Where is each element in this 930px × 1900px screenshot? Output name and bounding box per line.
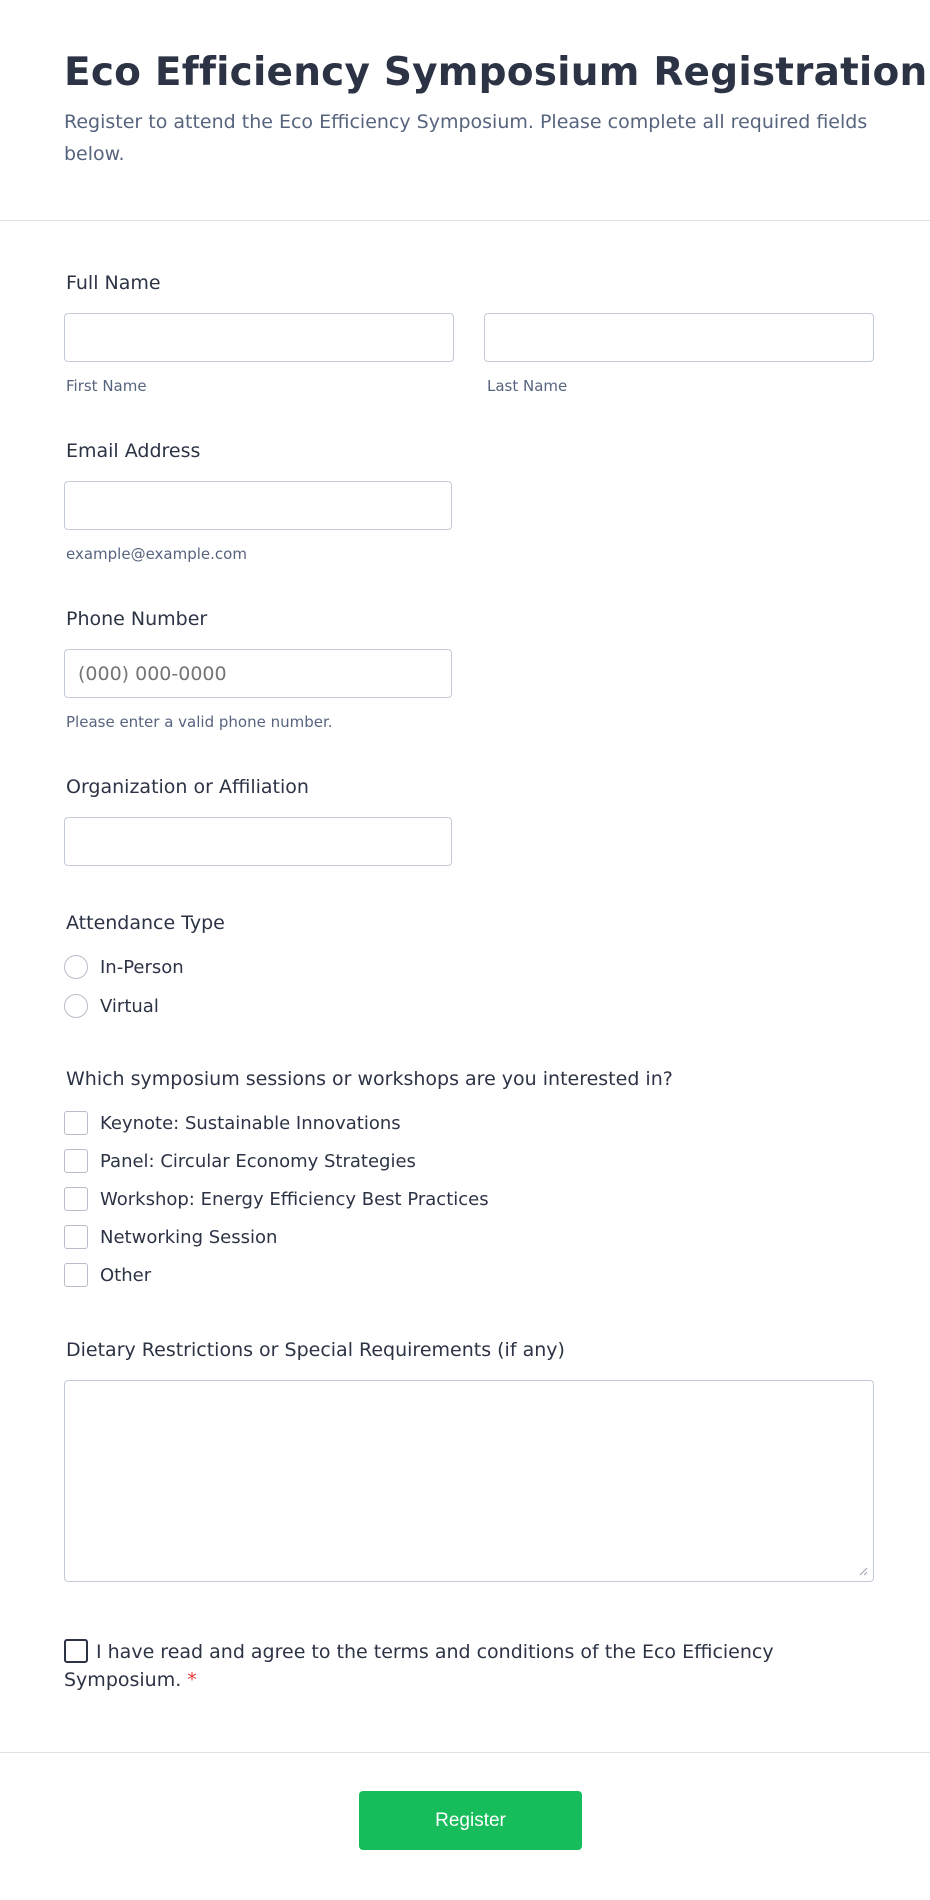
email-input[interactable]	[64, 481, 452, 530]
session-option-label: Other	[100, 1264, 152, 1286]
radio-in-person[interactable]	[64, 955, 88, 979]
attendance-option-label: In-Person	[100, 956, 184, 978]
dietary-label: Dietary Restrictions or Special Requirements (if any)	[66, 1339, 565, 1361]
terms-agreement	[64, 1638, 854, 1694]
terms-text: I have read and agree to the terms and conditions of the Eco Efficiency Symposium.	[64, 1641, 774, 1691]
full-name-label: Full Name	[66, 272, 161, 294]
session-option-label: Networking Session	[100, 1226, 278, 1248]
footer-divider	[0, 1752, 930, 1753]
phone-label: Phone Number	[66, 608, 208, 630]
attendance-label: Attendance Type	[66, 912, 225, 934]
resize-handle-icon[interactable]	[858, 1566, 868, 1576]
phone-input[interactable]	[64, 649, 452, 698]
checkbox-panel[interactable]	[64, 1149, 88, 1173]
checkbox-other[interactable]	[64, 1263, 88, 1287]
session-option-panel[interactable]	[64, 1148, 416, 1174]
organization-label: Organization or Affiliation	[66, 776, 309, 798]
organization-input[interactable]	[64, 817, 452, 866]
phone-sublabel: Please enter a valid phone number.	[66, 713, 333, 731]
first-name-input[interactable]	[64, 313, 454, 362]
attendance-option-in-person[interactable]	[64, 954, 184, 980]
last-name-sublabel: Last Name	[487, 377, 568, 395]
session-option-other[interactable]	[64, 1262, 151, 1288]
first-name-sublabel: First Name	[66, 377, 147, 395]
checkbox-networking[interactable]	[64, 1225, 88, 1249]
page-title: Eco Efficiency Symposium Registration	[64, 50, 928, 95]
session-option-keynote[interactable]	[64, 1110, 401, 1136]
checkbox-keynote[interactable]	[64, 1111, 88, 1135]
terms-checkbox[interactable]	[64, 1639, 88, 1663]
session-option-networking[interactable]	[64, 1224, 277, 1250]
page-subtitle: Register to attend the Eco Efficiency Symposium. Please complete all required fields below.	[64, 111, 868, 165]
attendance-option-virtual[interactable]	[64, 993, 159, 1019]
email-label: Email Address	[66, 440, 201, 462]
checkbox-workshop[interactable]	[64, 1187, 88, 1211]
session-option-label: Workshop: Energy Efficiency Best Practices	[100, 1188, 489, 1210]
required-mark: *	[187, 1669, 197, 1691]
radio-virtual[interactable]	[64, 994, 88, 1018]
session-option-label: Panel: Circular Economy Strategies	[100, 1150, 416, 1172]
form-header	[0, 0, 930, 221]
session-option-workshop[interactable]	[64, 1186, 489, 1212]
session-option-label: Keynote: Sustainable Innovations	[100, 1112, 401, 1134]
sessions-label: Which symposium sessions or workshops are you interested in?	[66, 1068, 673, 1090]
dietary-textarea[interactable]	[64, 1380, 874, 1582]
last-name-input[interactable]	[484, 313, 874, 362]
register-button[interactable]: Register	[359, 1791, 582, 1850]
email-sublabel: example@example.com	[66, 545, 247, 563]
attendance-option-label: Virtual	[100, 995, 159, 1017]
